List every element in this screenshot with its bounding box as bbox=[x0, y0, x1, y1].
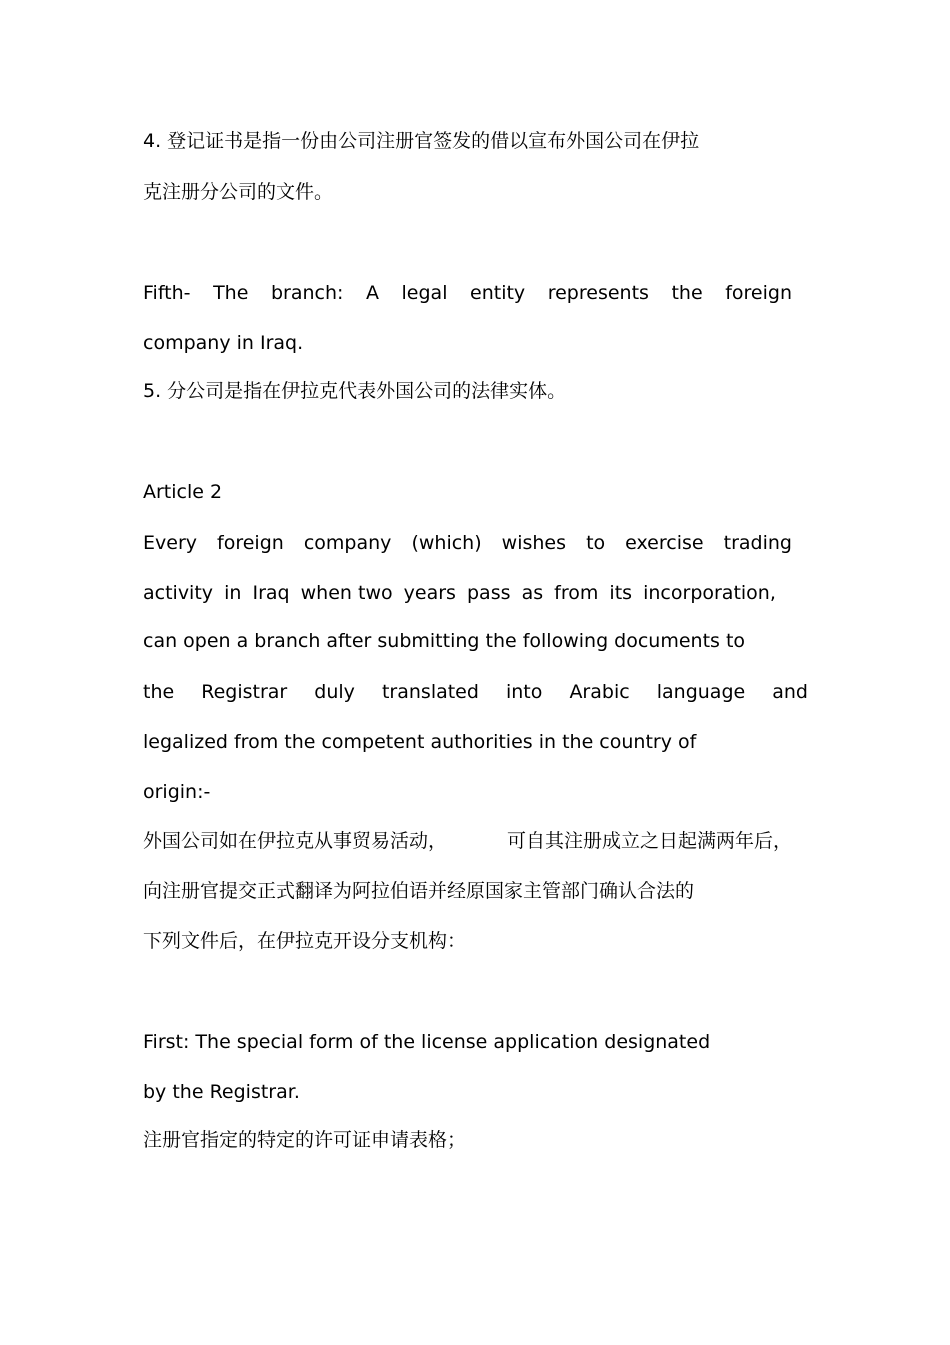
article-2-line-4 bbox=[143, 680, 808, 704]
first-item-line-2: by the Registrar. bbox=[143, 1081, 300, 1103]
definition-4-line-1: 4. 登记证书是指一份由公司注册官签发的借以宣布外国公司在伊拉 bbox=[143, 130, 700, 152]
word: pass bbox=[467, 582, 511, 604]
word: the bbox=[671, 282, 703, 304]
word: branch: bbox=[270, 282, 344, 304]
definition-5: 5. 分公司是指在伊拉克代表外国公司的法律实体。 bbox=[143, 380, 567, 402]
definition-4-line-2: 克注册分公司的文件。 bbox=[143, 181, 334, 203]
word: wishes bbox=[501, 532, 567, 554]
word: its bbox=[609, 582, 633, 604]
word: language bbox=[656, 681, 746, 703]
word: incorporation, bbox=[643, 582, 776, 604]
word: duly bbox=[314, 681, 355, 703]
word: activity bbox=[143, 582, 214, 604]
phrase: 外国公司如在伊拉克从事贸易活动， bbox=[143, 830, 448, 852]
article-2-line-2 bbox=[143, 581, 776, 605]
word: as bbox=[521, 582, 544, 604]
article-heading: Article 2 bbox=[143, 481, 223, 503]
word: Iraq bbox=[252, 582, 290, 604]
word: Registrar bbox=[201, 681, 288, 703]
word: trading bbox=[723, 532, 792, 554]
word: (which) bbox=[411, 532, 482, 554]
word: and bbox=[772, 681, 808, 703]
word: Every bbox=[143, 532, 197, 554]
article-2-line-3: can open a branch after submitting the following documents to bbox=[143, 630, 746, 652]
phrase: 可自其注册成立之日起满两年后， bbox=[506, 830, 792, 852]
article-2-chinese-line-2: 向注册官提交正式翻译为阿拉伯语并经原国家主管部门确认合法的 bbox=[143, 880, 695, 902]
word: foreign bbox=[725, 282, 792, 304]
word: in bbox=[224, 582, 242, 604]
article-2-line-5: legalized from the competent authorities in the country of bbox=[143, 731, 697, 753]
word: exercise bbox=[625, 532, 704, 554]
article-2-chinese-line-1 bbox=[143, 829, 792, 853]
first-item-line-1: First: The special form of the license application designated bbox=[143, 1031, 711, 1053]
word: Fifth- bbox=[143, 282, 191, 304]
fifth-definition-line-1 bbox=[143, 281, 792, 305]
word: represents bbox=[547, 282, 649, 304]
word: Arabic bbox=[569, 681, 630, 703]
fifth-definition-line-2: company in Iraq. bbox=[143, 332, 304, 354]
word: into bbox=[505, 681, 543, 703]
word: company bbox=[303, 532, 392, 554]
word: The bbox=[213, 282, 249, 304]
word: A bbox=[365, 282, 379, 304]
article-2-line-6: origin:- bbox=[143, 781, 211, 803]
word: when two bbox=[300, 582, 393, 604]
word: legal bbox=[401, 282, 448, 304]
word: translated bbox=[381, 681, 479, 703]
article-2-chinese-line-3: 下列文件后，在伊拉克开设分支机构： bbox=[143, 930, 467, 952]
word: entity bbox=[470, 282, 526, 304]
word: the bbox=[143, 681, 175, 703]
word: from bbox=[554, 582, 599, 604]
article-2-line-1 bbox=[143, 531, 792, 555]
first-item-chinese: 注册官指定的特定的许可证申请表格； bbox=[143, 1129, 467, 1151]
word: years bbox=[403, 582, 456, 604]
word: foreign bbox=[217, 532, 284, 554]
word: to bbox=[586, 532, 606, 554]
